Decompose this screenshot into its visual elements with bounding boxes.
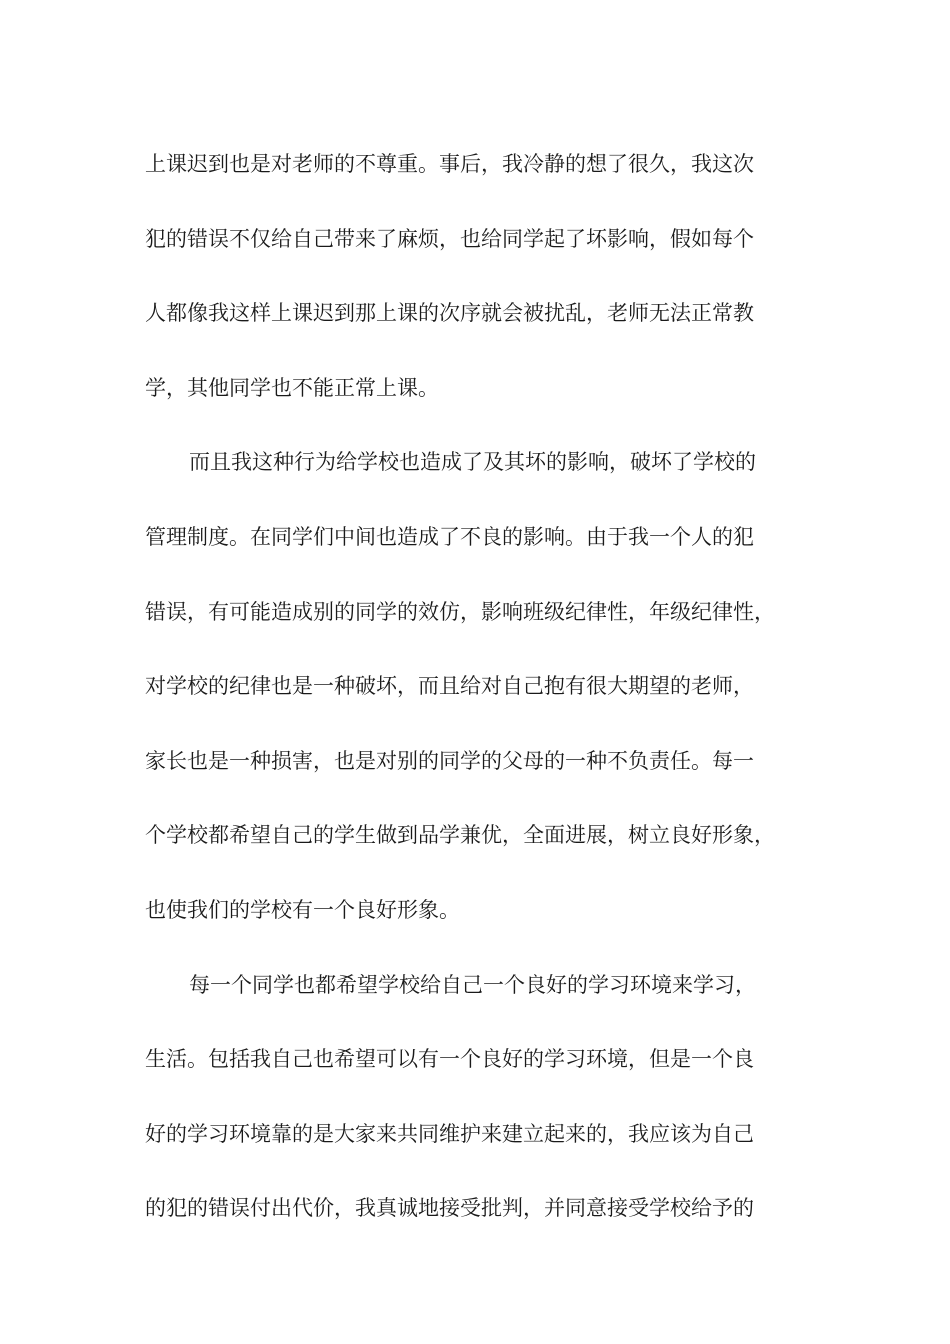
text-line: 个学校都希望自己的学生做到品学兼优，全面进展，树立良好形象， (145, 823, 775, 848)
text-line: 也使我们的学校有一个良好形象。 (145, 897, 460, 922)
text-line: 生活。包括我自己也希望可以有一个良好的学习环境，但是一个良 (145, 1047, 754, 1072)
text-line: 学，其他同学也不能正常上课。 (145, 375, 439, 400)
text-line: 的犯的错误付出代价，我真诚地接受批判，并同意接受学校给予的 (145, 1196, 754, 1221)
paragraph-first-line: 每一个同学也都希望学校给自己一个良好的学习环境来学习， (189, 972, 756, 997)
text-line: 犯的错误不仅给自己带来了麻烦，也给同学起了坏影响，假如每个 (145, 226, 754, 251)
text-line: 管理制度。在同学们中间也造成了不良的影响。由于我一个人的犯 (145, 524, 754, 549)
paragraph-first-line: 而且我这种行为给学校也造成了及其坏的影响，破坏了学校的 (189, 450, 756, 475)
text-line: 对学校的纪律也是一种破坏，而且给对自己抱有很大期望的老师， (145, 674, 754, 699)
body-text (145, 127, 825, 1246)
text-line: 上课迟到也是对老师的不尊重。事后，我冷静的想了很久，我这次 (145, 152, 754, 176)
text-line: 错误，有可能造成别的同学的效仿，影响班级纪律性，年级纪律性， (145, 599, 775, 624)
text-line: 好的学习环境靠的是大家来共同维护来建立起来的，我应该为自己 (145, 1121, 754, 1146)
text-line: 人都像我这样上课迟到那上课的次序就会被扰乱，老师无法正常教 (145, 301, 754, 326)
text-line: 家长也是一种损害，也是对别的同学的父母的一种不负责任。每一 (145, 748, 754, 773)
